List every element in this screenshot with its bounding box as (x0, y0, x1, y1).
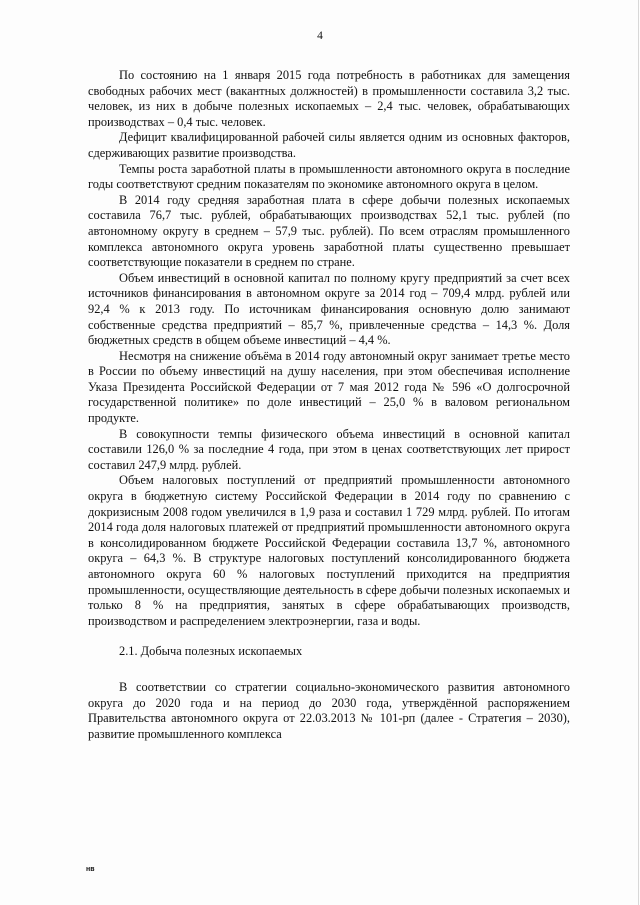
paragraph-workforce-demand: По состоянию на 1 января 2015 года потребность в работниках для замещения свободных рабочих мест (вакантных должностей) в промышленности составила 3,2 тыс. человек, из них в добыче полезных ископаемых – 2,4 тыс. человек, обрабатывающих производствах – 0,4 тыс. человек. (88, 68, 570, 129)
section-heading: 2.1. Добыча полезных ископаемых (119, 644, 303, 659)
footer-mark: нв (86, 866, 95, 873)
scan-edge (638, 0, 639, 905)
page-number: 4 (317, 30, 323, 42)
document-body (88, 68, 570, 742)
paragraph-investment-volume: Объем инвестиций в основной капитал по полному кругу предприятий за счет всех источников финансирования в автономном округе за 2014 год – 709,4 млрд. рублей или 92,4 % к 2013 году. По источникам финансирования основную долю занимают собственные средства предприятий – 85,7 %, привлеченные средства – 14,3 %. Доля бюджетных средств в общем объеме инвестиций – 4,4 %. (88, 270, 570, 348)
paragraph-strategy: В соответствии со стратегии социально-экономического развития автономного округа до 2020 года и на период до 2030 года, утверждённой распоряжением Правительства автономного округа от 22.03.2013 № 101-рп (далее - Стратегия – 2030), развитие промышленного комплекса (88, 679, 570, 741)
paragraph-labor-deficit: Дефицит квалифицированной рабочей силы является одним из основных факторов, сдерживающих развитие производства. (88, 130, 570, 160)
paragraph-tax-revenue: Объем налоговых поступлений от предприятий промышленности автономного округа в бюджетную систему Российской Федерации в 2014 году по сравнению с докризисным 2008 годом увеличился в 1,9 раза и составил 1 729 млрд. рублей. По итогам 2014 года доля налоговых платежей от предприятий промышленности автономного округа в консолидированном бюджете Российской Федерации составила 13,7 %, автономного округа – 64,3 %. В структуре налоговых поступлений консолидированного бюджета автономного округа 60 % налоговых поступлений приходится на предприятия промышленности, осуществляющие деятельность в сфере добычи полезных ископаемых и только 8 % на предприятия, занятых в сфере обрабатывающих производств, производством и распределением электроэнергии, газа и воды. (88, 473, 570, 628)
paragraph-investment-rank: Несмотря на снижение объёма в 2014 году автономный округ занимает третье место в России по объему инвестиций на душу населения, при этом обеспечивая исполнение Указа Президента Российской Федерации от 7 мая 2012 года № 596 «О долгосрочной государственной политике» по доле инвестиций – 25,0 % в валовом региональном продукте. (88, 348, 570, 426)
paragraph-wage-growth: Темпы роста заработной платы в промышленности автономного округа в последние годы соответствуют средним показателям по экономике автономного округа в целом. (88, 161, 570, 192)
paragraph-average-wage: В 2014 году средняя заработная плата в сфере добычи полезных ископаемых составила 76,7 тыс. рублей, обрабатывающих производствах 52,1 тыс. рублей (по автономному округу в среднем – 57,9 тыс. рублей). По всем отраслям промышленного комплекса автономного округа уровень заработной платы существенно превышает соответствующие показатели в среднем по стране. (88, 192, 570, 270)
paragraph-investment-growth: В совокупности темпы физического объема инвестиций в основной капитал составили 126,0 % за последние 4 года, при этом в ценах соответствующих лет прирост составил 247,9 млрд. рублей. (88, 426, 570, 472)
